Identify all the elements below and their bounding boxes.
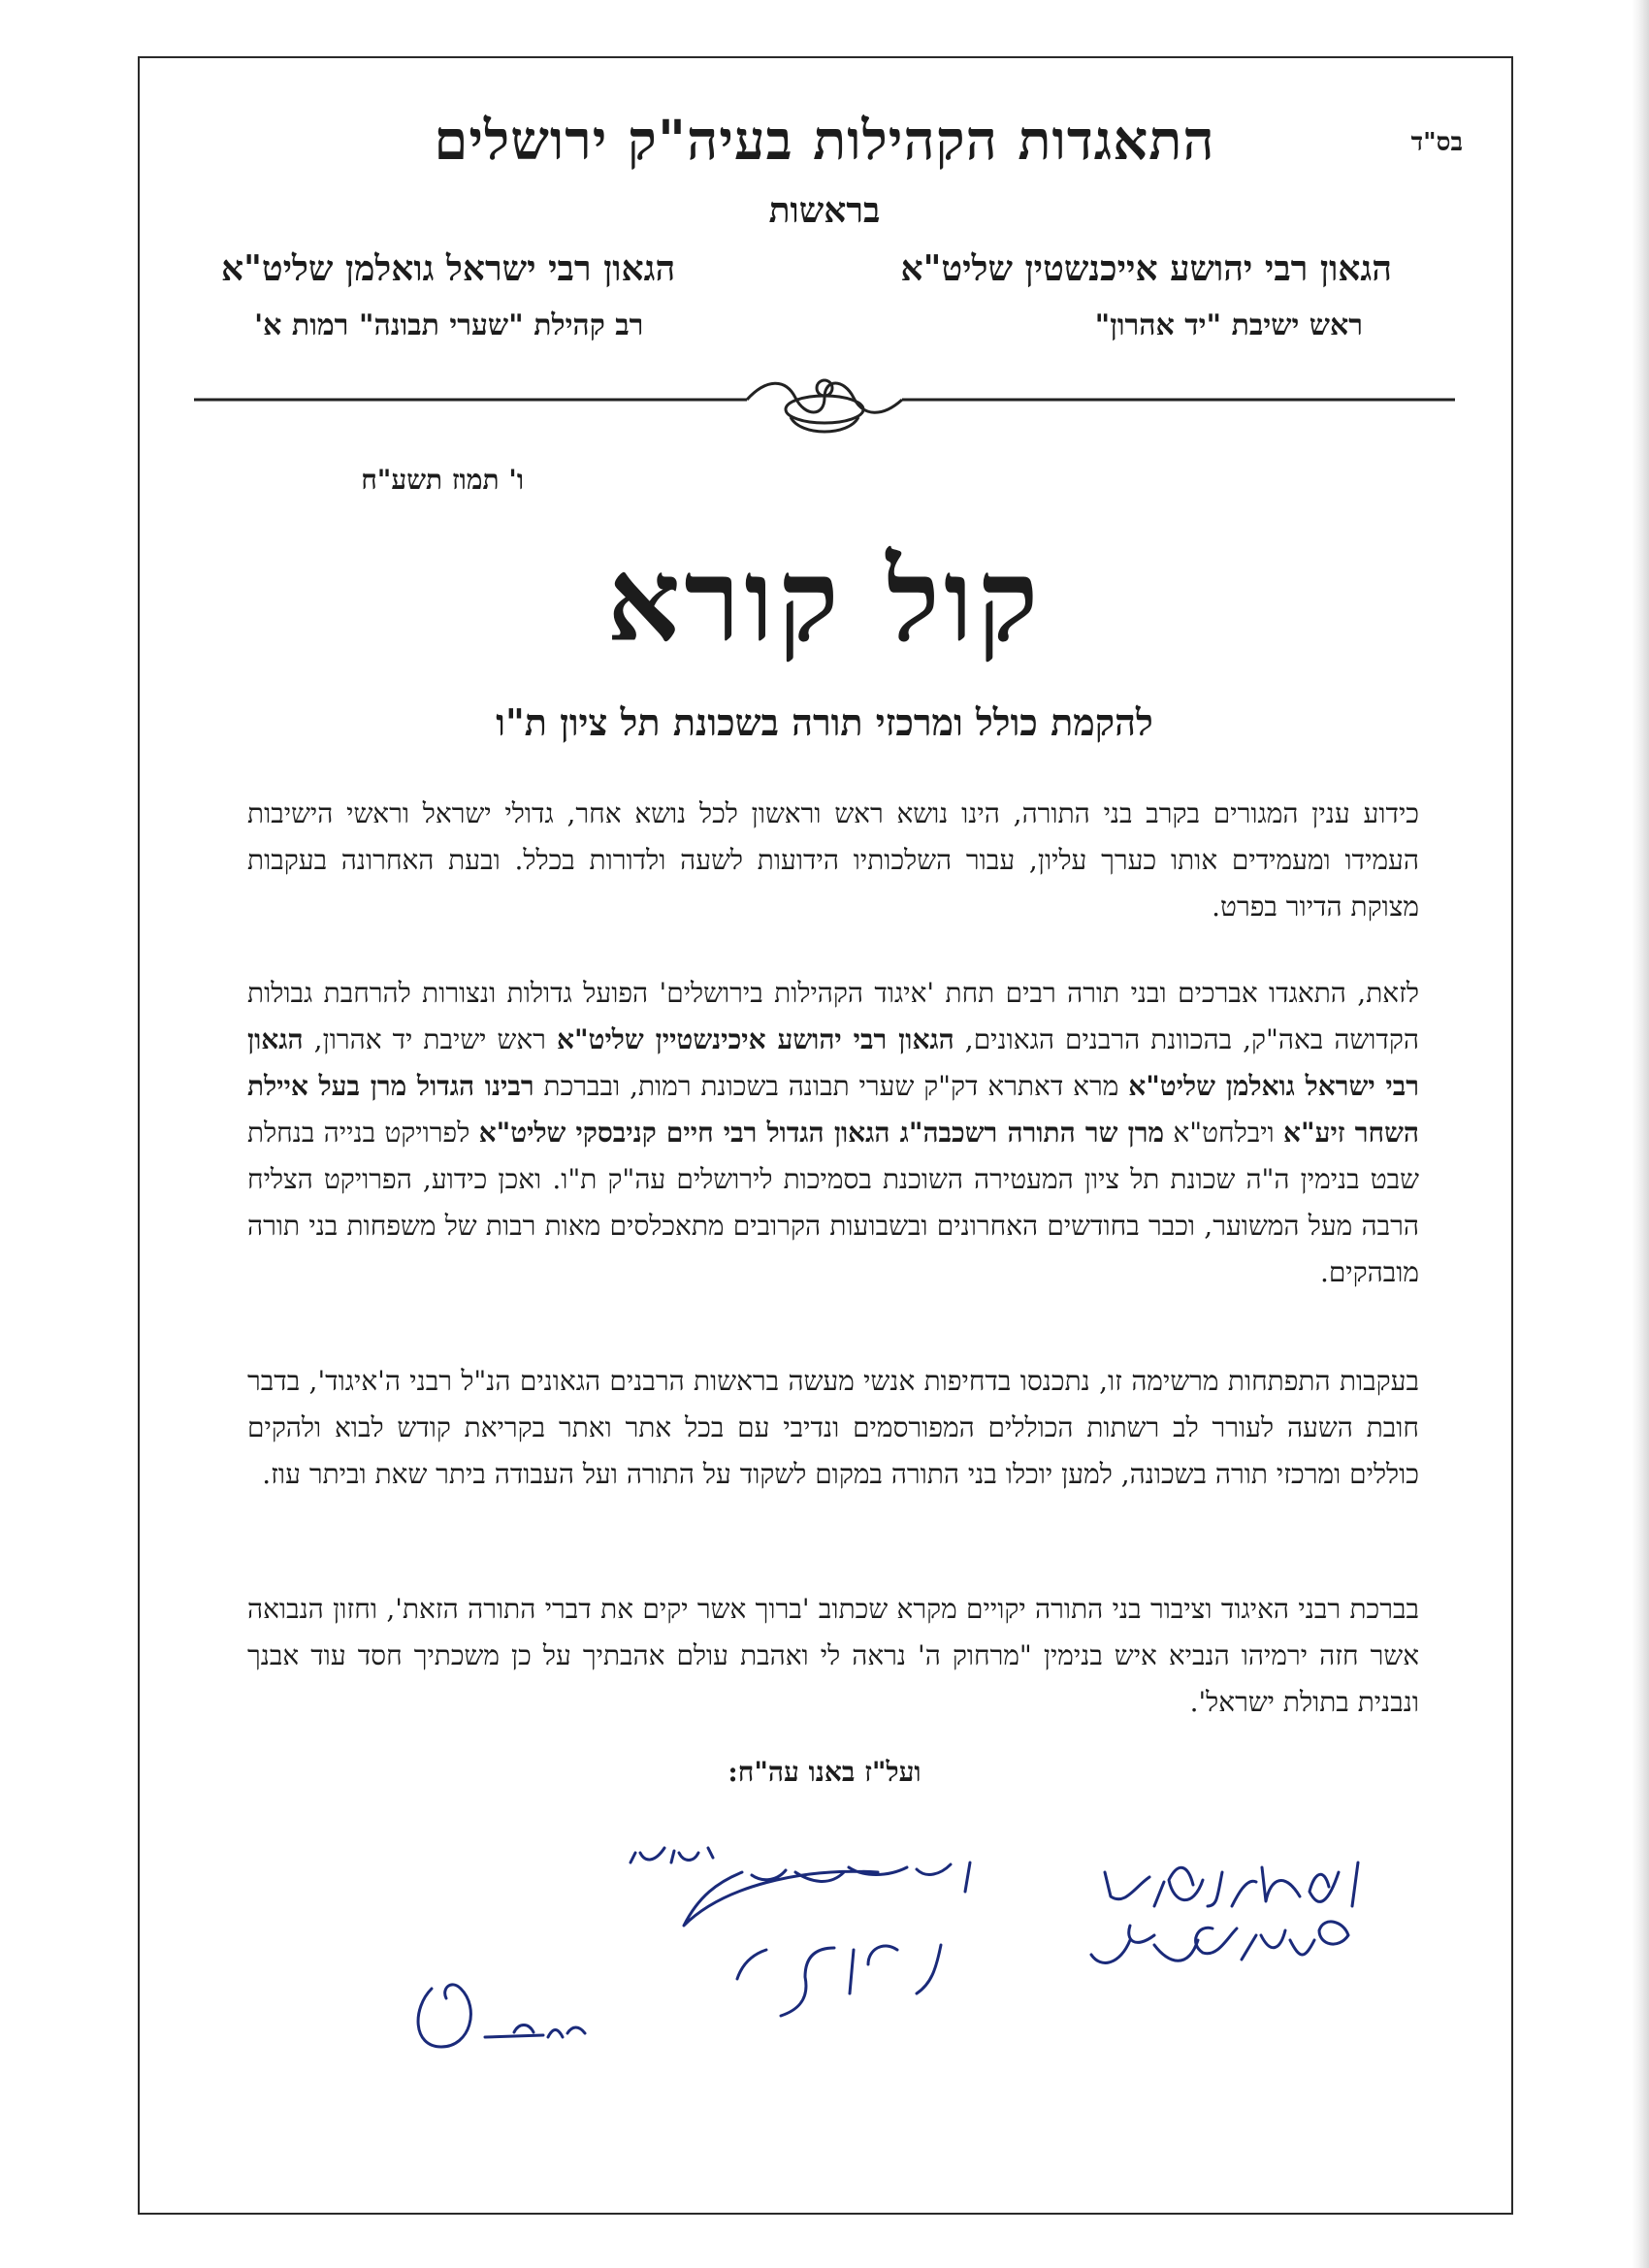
main-title: קול קורא [606,533,1043,667]
ornamental-divider [194,369,1455,446]
rabbi-left-title: רב קהילת "שערי תבונה" רמות א' [254,308,644,342]
paragraph-2 [247,970,1419,1296]
handwritten-signatures [369,1843,1436,2095]
paragraph-2-part-a: לזאת, התאגדו אברכים ובני תורה רבים תחת 'איגוד הקהילות בירושלים' הפועל גדולות ונצורות להרחבת גבולות הקדושה באה"ק, בהכוונת הרבנים הגאונים, [247,977,1419,1055]
paragraph-4: בברכת רבני האיגוד וציבור בני התורה יקויים מקרא שכתוב 'ברוך אשר יקים את דברי התורה הזאת', וחזון הנבואה אשר חזה ירמיהו הנביא איש בנימין "מרחוק ה' נראה לי ואהבת עולם אהבתיך על כן משכתיך חסד עוד אבנך ונבנית בתולת ישראל'. [247,1593,1419,1718]
paragraph-2-part-c: ראש ישיבת יד אהרון, [303,1023,557,1055]
signature-strokes [418,1848,1358,2047]
rabbi-right-name: הגאון רבי יהושע אייכנשטין שליט"א [900,248,1392,289]
paragraph-2-part-g: ויבלחט"א [1164,1117,1284,1149]
paragraph-1: כידוע ענין המגורים בקרב בני התורה, הינו נושא ראש וראשון לכל נושא אחר, גדולי ישראל וראשי הישיבות העמידו ומעמידים אותו כערך עליון, עבור השלכותיו הידועות לשעה ולדורות בכלל. ובעת האחרונה בעקבות מצוקת הדיור בפרט. [247,797,1419,923]
document-date: ו' תמוז תשע"ח [361,464,524,496]
rabbi-right-title: ראש ישיבת "יד אהרון" [1094,308,1363,342]
closing-line: ועל"ז באנו עה"ח: [728,1756,922,1788]
bsd-mark: בס"ד [1410,128,1463,157]
paragraph-2-part-i: לפרויקט בנייה בנחלת שבט בנימין ה"ה שכונת תל ציון המעטירה השוכנת בסמיכות לירושלים עה"ק ת"ו. ואכן כידוע, הפרויקט הצליח הרבה מעל המשוער, וכבר בחודשים האחרונים ובשבועות הקרובים מתאכלסים מאות רבות של משפחות בני תורה מובהקים. [247,1117,1419,1288]
paragraph-2-rabbi-3: רבינו הגדול מרן בעל איילת השחר זיע"א [247,1070,1420,1149]
paragraph-2-rabbi-2: הגאון רבי ישראל גואלמן שליט"א [247,1023,1419,1102]
paragraph-3: בעקבות התפתחות מרשימה זו, נתכנסו בדחיפות אנשי מעשה בראשות הרבנים הגאונים הנ"ל רבני ה'איגוד', בדבר חובת השעה לעורר לב רשתות הכוללים המפורסמים ונדיבי עם בכל אתר ואתר בקריאת קודש לבוא ולהקים כוללים ומרכזי תורה בשכונה, למען יוכלו בני התורה במקום לשקוד על התורה ועל העבודה ביתר שאת וביתר עוז. [247,1365,1419,1490]
paragraph-2-part-e: מרא דאתרא דק"ק שערי תבונה בשכונת רמות, ובברכת [534,1070,1129,1102]
paragraph-2-rabbi-4: מרן שר התורה רשכבה"ג הגאון הגדול רבי חיים קניבסקי שליט"א [478,1117,1165,1149]
paragraph-2-rabbi-1: הגאון רבי יהושע איכינשטיין שליט"א [556,1023,954,1055]
authority-line: בראשות [768,190,881,231]
organization-title: התאגדות הקהילות בעיה"ק ירושלים [434,109,1215,173]
rabbi-left-name: הגאון רבי ישראל גואלמן שליט"א [221,248,676,289]
scan-edge-shadow [1632,0,1649,2268]
subtitle: להקמת כולל ומרכזי תורה בשכונת תל ציון ת"ו [496,700,1153,744]
